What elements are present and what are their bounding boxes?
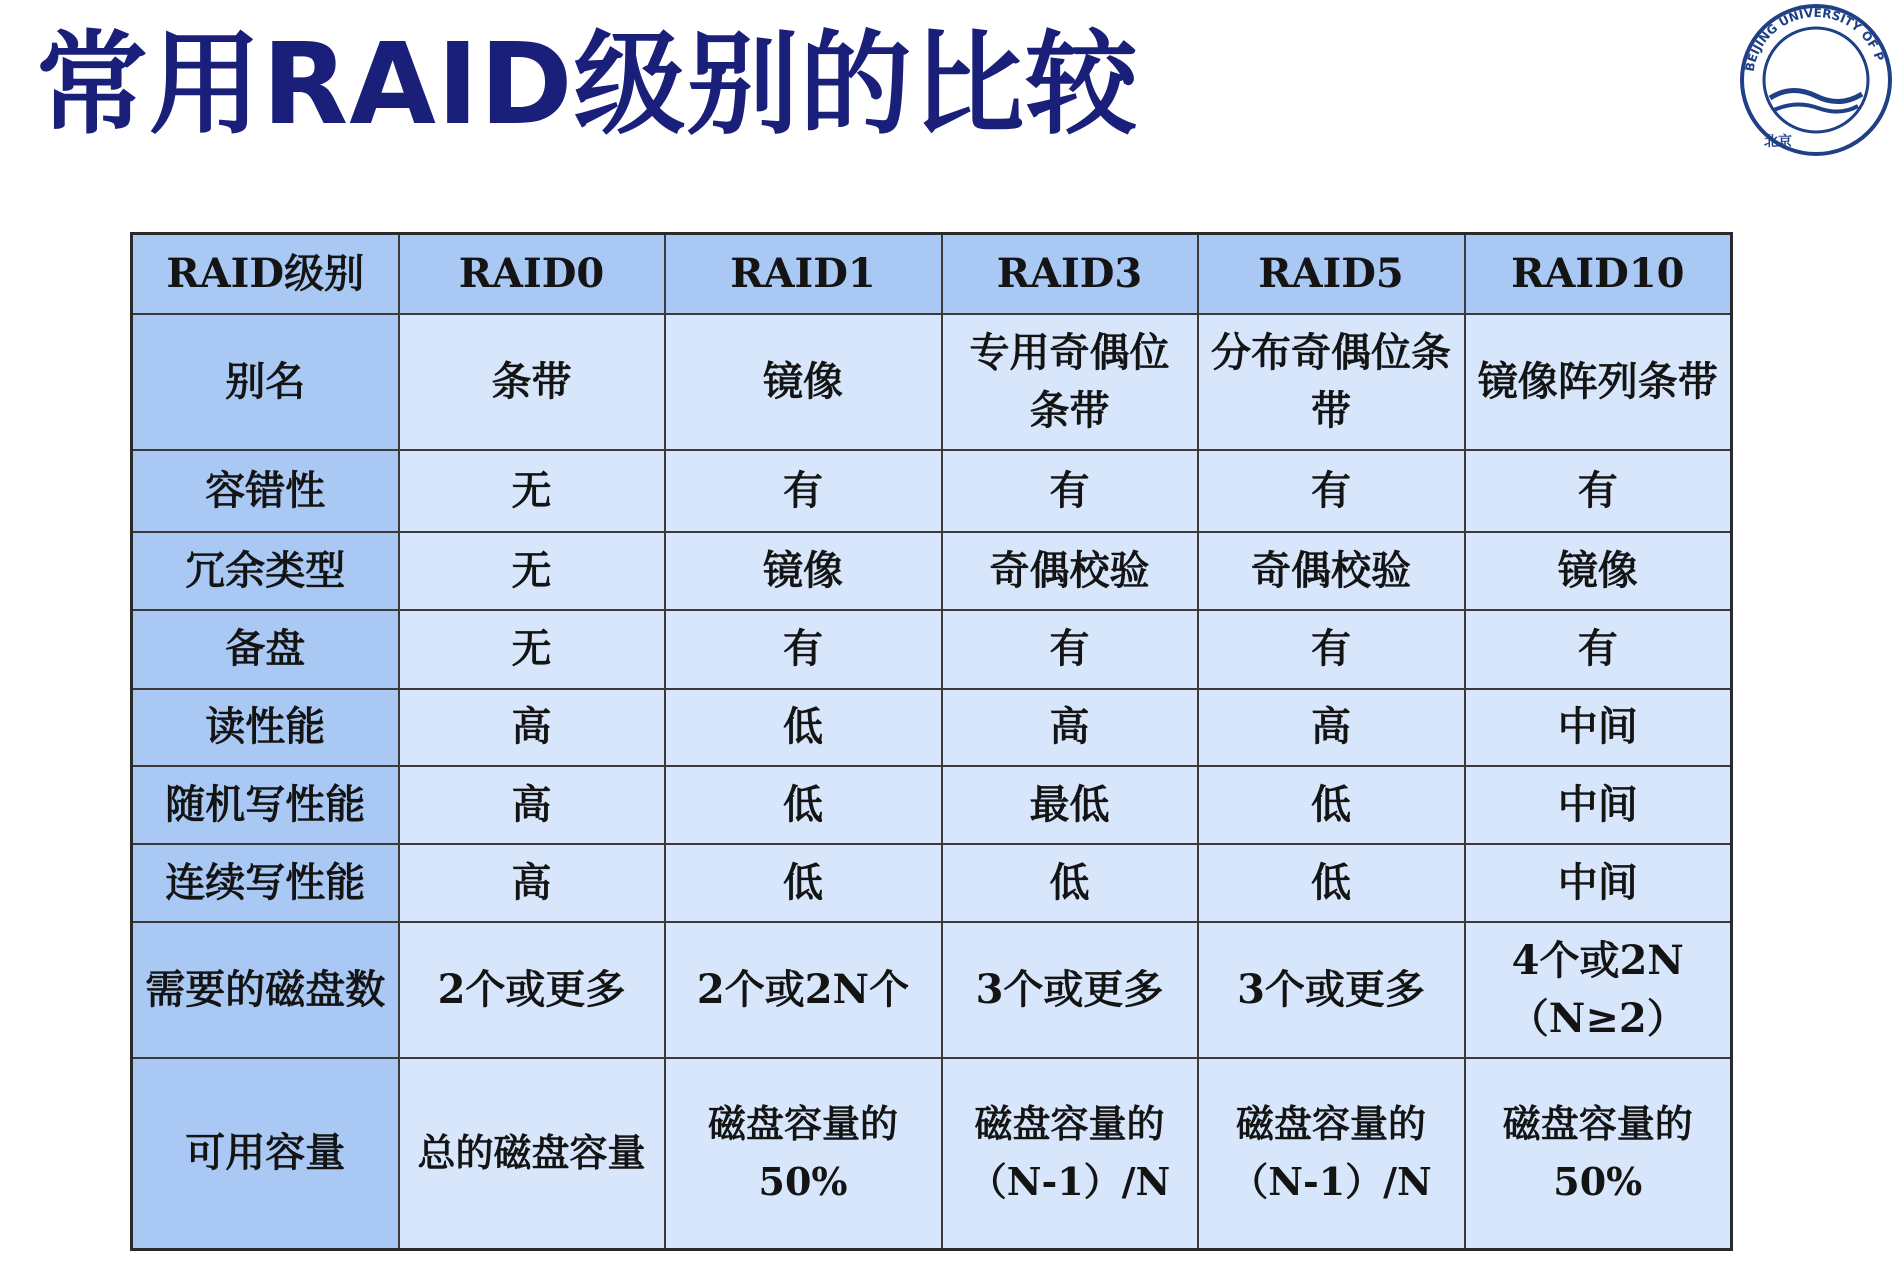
row-label-alias: 别名 [132, 314, 399, 450]
table-row [132, 689, 1732, 766]
row-label-random-write-performance: 随机写性能 [132, 766, 399, 844]
table-header-row [132, 234, 1732, 314]
table-cell: 3个或更多 [1198, 922, 1465, 1058]
table-cell: 低 [1198, 766, 1465, 844]
table-cell: 镜像 [1465, 532, 1732, 610]
table-cell: 低 [665, 766, 942, 844]
header-raid1: RAID1 [665, 234, 942, 314]
table-cell: 有 [665, 450, 942, 532]
raid-comparison-table [130, 232, 1733, 1251]
row-label-redundancy-type: 冗余类型 [132, 532, 399, 610]
row-label-sequential-write-performance: 连续写性能 [132, 844, 399, 922]
table-row [132, 844, 1732, 922]
table-cell: 有 [1198, 610, 1465, 689]
header-raid3: RAID3 [942, 234, 1198, 314]
table-cell: 磁盘容量的（N-1）/N [942, 1058, 1198, 1250]
table-cell: 高 [942, 689, 1198, 766]
row-label-spare-disk: 备盘 [132, 610, 399, 689]
table-cell: 低 [665, 689, 942, 766]
table-row [132, 314, 1732, 450]
table-cell: 专用奇偶位条带 [942, 314, 1198, 450]
row-label-read-performance: 读性能 [132, 689, 399, 766]
table-cell: 镜像 [665, 314, 942, 450]
table-cell: 中间 [1465, 689, 1732, 766]
table-cell: 磁盘容量的（N-1）/N [1198, 1058, 1465, 1250]
seal-chinese-text: 北京 [1764, 134, 1792, 150]
table-cell: 高 [1198, 689, 1465, 766]
table-cell: 磁盘容量的50% [1465, 1058, 1732, 1250]
row-label-disk-count: 需要的磁盘数 [132, 922, 399, 1058]
table-cell: 最低 [942, 766, 1198, 844]
table-cell: 无 [399, 450, 665, 532]
table-cell: 镜像 [665, 532, 942, 610]
table-cell: 有 [1465, 610, 1732, 689]
table-row [132, 610, 1732, 689]
table-cell: 低 [665, 844, 942, 922]
table-cell: 低 [1198, 844, 1465, 922]
table-cell: 低 [942, 844, 1198, 922]
slide-title: 常用RAID级别的比较 [36, 20, 1139, 150]
table-cell: 有 [942, 610, 1198, 689]
table-cell: 奇偶校验 [1198, 532, 1465, 610]
table-row [132, 766, 1732, 844]
header-raid0: RAID0 [399, 234, 665, 314]
seal-ring-text: BEIJING UNIVERSITY OF P [1742, 5, 1887, 73]
row-label-usable-capacity: 可用容量 [132, 1058, 399, 1250]
row-label-fault-tolerance: 容错性 [132, 450, 399, 532]
table-cell: 有 [665, 610, 942, 689]
table-cell: 中间 [1465, 766, 1732, 844]
table-row [132, 450, 1732, 532]
header-raid-level: RAID级别 [132, 234, 399, 314]
table-cell: 总的磁盘容量 [399, 1058, 665, 1250]
table-cell: 有 [1198, 450, 1465, 532]
table-cell: 高 [399, 844, 665, 922]
university-seal-icon [1736, 0, 1896, 160]
table-cell: 4个或2N（N≥2） [1465, 922, 1732, 1058]
table-cell: 高 [399, 766, 665, 844]
table-cell: 无 [399, 532, 665, 610]
table-cell: 分布奇偶位条带 [1198, 314, 1465, 450]
table-cell: 奇偶校验 [942, 532, 1198, 610]
header-raid10: RAID10 [1465, 234, 1732, 314]
table-row [132, 532, 1732, 610]
table-cell: 高 [399, 689, 665, 766]
table-cell: 镜像阵列条带 [1465, 314, 1732, 450]
header-raid5: RAID5 [1198, 234, 1465, 314]
table-cell: 中间 [1465, 844, 1732, 922]
table-cell: 有 [1465, 450, 1732, 532]
table-cell: 有 [942, 450, 1198, 532]
table-cell: 2个或更多 [399, 922, 665, 1058]
table-row [132, 922, 1732, 1058]
table-cell: 无 [399, 610, 665, 689]
table-cell: 条带 [399, 314, 665, 450]
table-cell: 3个或更多 [942, 922, 1198, 1058]
table-cell: 2个或2N个 [665, 922, 942, 1058]
table-cell: 磁盘容量的50% [665, 1058, 942, 1250]
table-row [132, 1058, 1732, 1250]
